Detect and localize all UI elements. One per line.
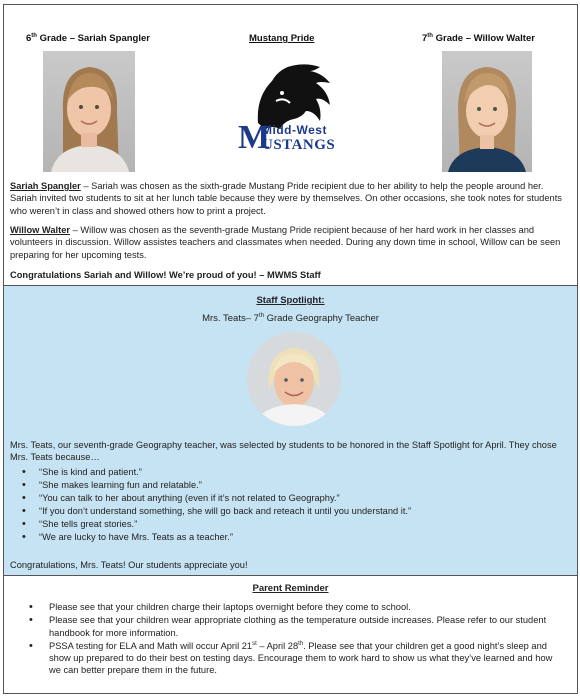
logo-wordmark: M Midd-West USTANGS (238, 119, 336, 156)
seventh-grade-header: 7th Grade – Willow Walter (422, 33, 535, 45)
staff-spotlight-section (4, 286, 577, 576)
mustang-pride-title: Mustang Pride (249, 33, 315, 44)
list-item: • PSSA testing for ELA and Math will occur April 21st – April 28th. Please see that your children get a good night’s sleep and show up prepared to do their best on testing days. Encourage them to work hard to show us what they’ve learned and how we can better prepare them in the future. (29, 640, 564, 677)
spotlight-intro: Mrs. Teats, our seventh-grade Geography teacher, was selected by students to be honored in the Staff Spotlight for April. They chose Mrs. Teats because… (10, 440, 557, 463)
list-item: • “She makes learning fun and relatable.” (22, 479, 562, 492)
spotlight-closing: Congratulations, Mrs. Teats! Our students appreciate you! (10, 560, 248, 570)
list-item: • “You can talk to her about anything (even if it’s not related to Geography.” (22, 492, 562, 505)
list-item: • “She tells great stories.” (22, 518, 562, 531)
spotlight-subtitle: Mrs. Teats– 7th Grade Geography Teacher (202, 313, 379, 325)
reminder-list (29, 601, 564, 678)
list-item: • “If you don’t understand something, she will go back and reteach it until you understand it.” (22, 505, 562, 518)
midd-west-mustangs-logo (236, 57, 342, 161)
list-item: • Please see that your children charge their laptops overnight before they come to school. (29, 601, 564, 613)
spotlight-title: Staff Spotlight: (256, 295, 325, 306)
student-quotes-list (22, 466, 562, 544)
willow-paragraph: Willow Walter – Willow was chosen as the seventh-grade Mustang Pride recipient because of her hard work in her classes and volunteers in discussion. Willow assistes teachers and classmates when needed. During any down time in school, Willow can be seen preparing for her upcoming tests. (10, 225, 561, 260)
sariah-photo (43, 51, 135, 172)
list-item: • “We are lucky to have Mrs. Teats as a teacher.” (22, 531, 562, 544)
mrs-teats-photo (247, 332, 341, 426)
sixth-grade-header: 6th Grade – Sariah Spangler (26, 33, 150, 45)
sariah-paragraph: Sariah Spangler – Sariah was chosen as the sixth-grade Mustang Pride recipient due to her ability to help the people around her. Sariah invited two students to sit at her lunch table because they were by themselves. On other occasions, she took notes for students who weren’t in class and showed others how to print a project. (10, 181, 562, 216)
parent-reminder-section (4, 577, 577, 693)
willow-photo (442, 51, 532, 172)
reminder-title: Parent Reminder (252, 583, 329, 594)
list-item: • “She is kind and patient.” (22, 466, 562, 479)
newsletter-page (3, 4, 578, 694)
mustang-pride-section (4, 5, 577, 286)
list-item: • Please see that your children wear appropriate clothing as the temperature outside increases. Please refer to our student handbook for more information. (29, 614, 564, 639)
congrats-line: Congratulations Sariah and Willow! We’re proud of you! – MWMS Staff (10, 270, 321, 280)
